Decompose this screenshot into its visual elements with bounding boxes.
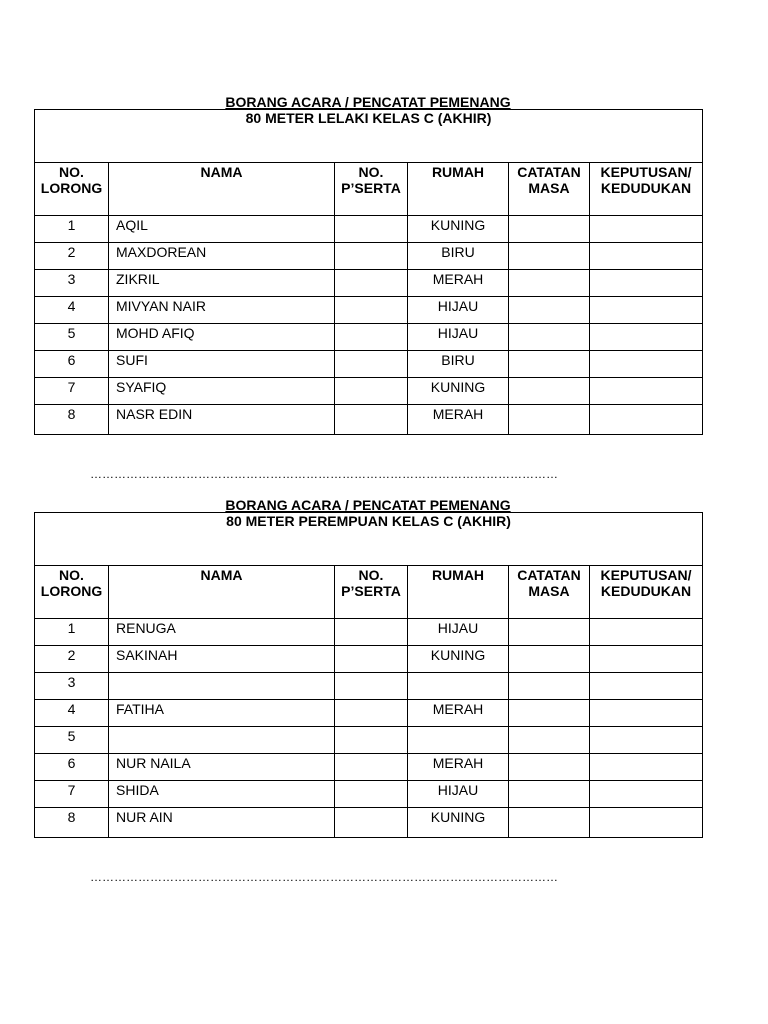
cell-masa	[509, 619, 590, 646]
cell-lorong: 8	[35, 405, 109, 435]
results-table	[34, 512, 703, 838]
cell-nama: RENUGA	[109, 619, 335, 646]
cell-keputusan	[590, 243, 703, 270]
table-header	[35, 163, 703, 216]
cell-masa	[509, 270, 590, 297]
cell-keputusan	[590, 351, 703, 378]
cell-pserta	[335, 378, 408, 405]
cell-keputusan	[590, 378, 703, 405]
cell-nama: NASR EDIN	[109, 405, 335, 435]
cell-lorong: 1	[35, 619, 109, 646]
cell-rumah: BIRU	[408, 351, 509, 378]
cell-rumah: BIRU	[408, 243, 509, 270]
cell-keputusan	[590, 216, 703, 243]
cell-masa	[509, 351, 590, 378]
cell-pserta	[335, 754, 408, 781]
cell-lorong: 3	[35, 673, 109, 700]
col-header-masa: CATATAN MASA	[509, 566, 590, 619]
cell-masa	[509, 243, 590, 270]
cell-rumah: HIJAU	[408, 619, 509, 646]
col-header-pserta: NO. P’SERTA	[335, 163, 408, 216]
col-header-keputusan: KEPUTUSAN/ KEDUDUKAN	[590, 566, 703, 619]
cell-nama: SUFI	[109, 351, 335, 378]
cell-pserta	[335, 297, 408, 324]
cell-lorong: 7	[35, 378, 109, 405]
cell-masa	[509, 646, 590, 673]
table-row	[35, 781, 703, 808]
cell-masa	[509, 808, 590, 838]
cell-lorong: 2	[35, 646, 109, 673]
cell-rumah: KUNING	[408, 378, 509, 405]
cell-masa	[509, 700, 590, 727]
table-row	[35, 646, 703, 673]
col-header-rumah: RUMAH	[408, 566, 509, 619]
cell-keputusan	[590, 808, 703, 838]
cell-rumah: MERAH	[408, 700, 509, 727]
table-row	[35, 297, 703, 324]
table-row	[35, 700, 703, 727]
col-header-lorong: NO. LORONG	[35, 163, 109, 216]
col-header-rumah: RUMAH	[408, 163, 509, 216]
table-row	[35, 324, 703, 351]
cell-keputusan	[590, 673, 703, 700]
col-header-nama: NAMA	[109, 566, 335, 619]
cell-pserta	[335, 243, 408, 270]
results-table	[34, 109, 703, 435]
cell-pserta	[335, 781, 408, 808]
cell-keputusan	[590, 405, 703, 435]
cell-masa	[509, 673, 590, 700]
cell-nama: SAKINAH	[109, 646, 335, 673]
table-row	[35, 216, 703, 243]
cell-masa	[509, 378, 590, 405]
cell-keputusan	[590, 781, 703, 808]
cell-lorong: 4	[35, 297, 109, 324]
cell-nama: SHIDA	[109, 781, 335, 808]
table-row	[35, 619, 703, 646]
cell-pserta	[335, 646, 408, 673]
cell-nama: MOHD AFIQ	[109, 324, 335, 351]
cell-pserta	[335, 270, 408, 297]
cell-rumah: HIJAU	[408, 297, 509, 324]
cell-nama: ZIKRIL	[109, 270, 335, 297]
cell-nama: AQIL	[109, 216, 335, 243]
signature-line: ………………………………………………………………………………………………………	[90, 468, 558, 480]
table-row	[35, 243, 703, 270]
col-header-keputusan: KEPUTUSAN/ KEDUDUKAN	[590, 163, 703, 216]
cell-lorong: 6	[35, 754, 109, 781]
cell-keputusan	[590, 324, 703, 351]
cell-keputusan	[590, 619, 703, 646]
table-row	[35, 270, 703, 297]
cell-keputusan	[590, 297, 703, 324]
cell-rumah: MERAH	[408, 405, 509, 435]
cell-pserta	[335, 405, 408, 435]
cell-nama: NUR NAILA	[109, 754, 335, 781]
cell-rumah: KUNING	[408, 216, 509, 243]
cell-lorong: 2	[35, 243, 109, 270]
cell-nama: NUR AIN	[109, 808, 335, 838]
cell-lorong: 4	[35, 700, 109, 727]
table-row	[35, 727, 703, 754]
cell-lorong: 8	[35, 808, 109, 838]
cell-masa	[509, 324, 590, 351]
col-header-masa: CATATAN MASA	[509, 163, 590, 216]
table-row	[35, 378, 703, 405]
cell-rumah: MERAH	[408, 270, 509, 297]
cell-keputusan	[590, 270, 703, 297]
table-header	[35, 566, 703, 619]
cell-nama: SYAFIQ	[109, 378, 335, 405]
cell-lorong: 7	[35, 781, 109, 808]
table-row	[35, 351, 703, 378]
cell-masa	[509, 727, 590, 754]
signature-line: ………………………………………………………………………………………………………	[90, 871, 558, 883]
cell-pserta	[335, 808, 408, 838]
cell-masa	[509, 216, 590, 243]
cell-nama	[109, 727, 335, 754]
event-subtitle: 80 METER LELAKI KELAS C (AKHIR)	[35, 110, 703, 163]
col-header-lorong: NO. LORONG	[35, 566, 109, 619]
cell-masa	[509, 754, 590, 781]
table-row	[35, 673, 703, 700]
cell-rumah	[408, 673, 509, 700]
cell-rumah	[408, 727, 509, 754]
cell-rumah: HIJAU	[408, 324, 509, 351]
cell-pserta	[335, 324, 408, 351]
form-title: BORANG ACARA / PENCATAT PEMENANG	[225, 94, 511, 110]
cell-nama	[109, 673, 335, 700]
cell-masa	[509, 297, 590, 324]
col-header-nama: NAMA	[109, 163, 335, 216]
col-header-pserta: NO. P’SERTA	[335, 566, 408, 619]
cell-rumah: MERAH	[408, 754, 509, 781]
cell-rumah: HIJAU	[408, 781, 509, 808]
cell-rumah: KUNING	[408, 646, 509, 673]
table-row	[35, 405, 703, 435]
cell-lorong: 3	[35, 270, 109, 297]
cell-nama: FATIHA	[109, 700, 335, 727]
cell-rumah: KUNING	[408, 808, 509, 838]
cell-keputusan	[590, 727, 703, 754]
cell-nama: MIVYAN NAIR	[109, 297, 335, 324]
cell-keputusan	[590, 700, 703, 727]
cell-pserta	[335, 216, 408, 243]
cell-keputusan	[590, 754, 703, 781]
table-row	[35, 754, 703, 781]
cell-masa	[509, 405, 590, 435]
cell-pserta	[335, 700, 408, 727]
cell-nama: MAXDOREAN	[109, 243, 335, 270]
cell-pserta	[335, 619, 408, 646]
cell-lorong: 6	[35, 351, 109, 378]
cell-lorong: 5	[35, 727, 109, 754]
cell-pserta	[335, 727, 408, 754]
table-row	[35, 808, 703, 838]
cell-pserta	[335, 673, 408, 700]
cell-masa	[509, 781, 590, 808]
cell-pserta	[335, 351, 408, 378]
cell-lorong: 1	[35, 216, 109, 243]
form-title: BORANG ACARA / PENCATAT PEMENANG	[225, 497, 511, 513]
event-subtitle: 80 METER PEREMPUAN KELAS C (AKHIR)	[35, 513, 703, 566]
cell-keputusan	[590, 646, 703, 673]
cell-lorong: 5	[35, 324, 109, 351]
